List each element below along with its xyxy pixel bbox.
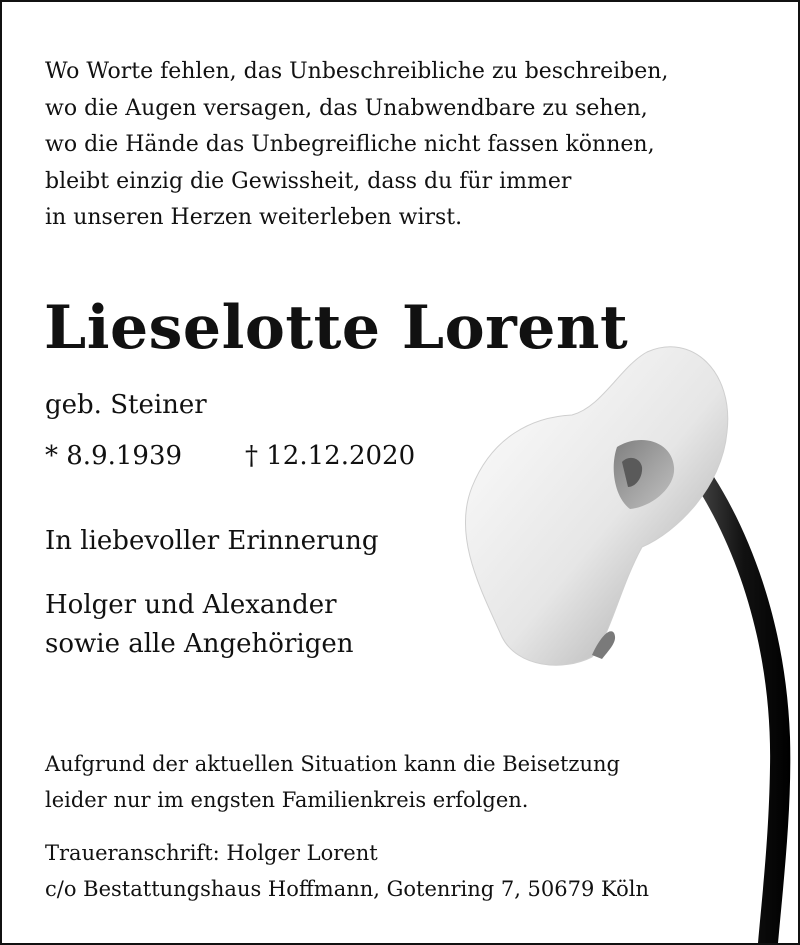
poem-line: in unseren Herzen weiterleben wirst. [45, 205, 463, 230]
lily-petal [465, 347, 727, 665]
birth-date: * 8.9.1939 [45, 441, 183, 471]
maiden-name: geb. Steiner [45, 390, 207, 420]
death-date: † 12.12.2020 [245, 441, 416, 471]
address-line: Traueranschrift: Holger Lorent [45, 841, 378, 865]
mourners-item: Holger und Alexander [45, 590, 337, 620]
poem-line: Wo Worte fehlen, das Unbeschreibliche zu beschreiben, [45, 59, 669, 84]
mourners-item: sowie alle Angehörigen [45, 629, 354, 659]
poem-line: wo die Hände das Unbegreifliche nicht fassen können, [45, 132, 655, 157]
memory-line: In liebevoller Erinnerung [45, 526, 379, 556]
memorial-poem [45, 54, 668, 237]
deceased-name: Lieselotte Lorent [44, 293, 629, 363]
notice-line: leider nur im engsten Familienkreis erfolgen. [45, 788, 529, 812]
address-line: c/o Bestattungshaus Hoffmann, Gotenring 7, 50679 Köln [45, 877, 650, 901]
burial-notice [45, 746, 620, 818]
notice-line: Aufgrund der aktuellen Situation kann die Beisetzung [45, 752, 620, 776]
poem-line: wo die Augen versagen, das Unabwendbare zu sehen, [45, 95, 648, 121]
poem-line: bleibt einzig die Gewissheit, dass du für immer [45, 168, 572, 194]
mourning-address [45, 835, 649, 907]
lily-stem [697, 477, 790, 943]
mourners-list [45, 586, 353, 664]
